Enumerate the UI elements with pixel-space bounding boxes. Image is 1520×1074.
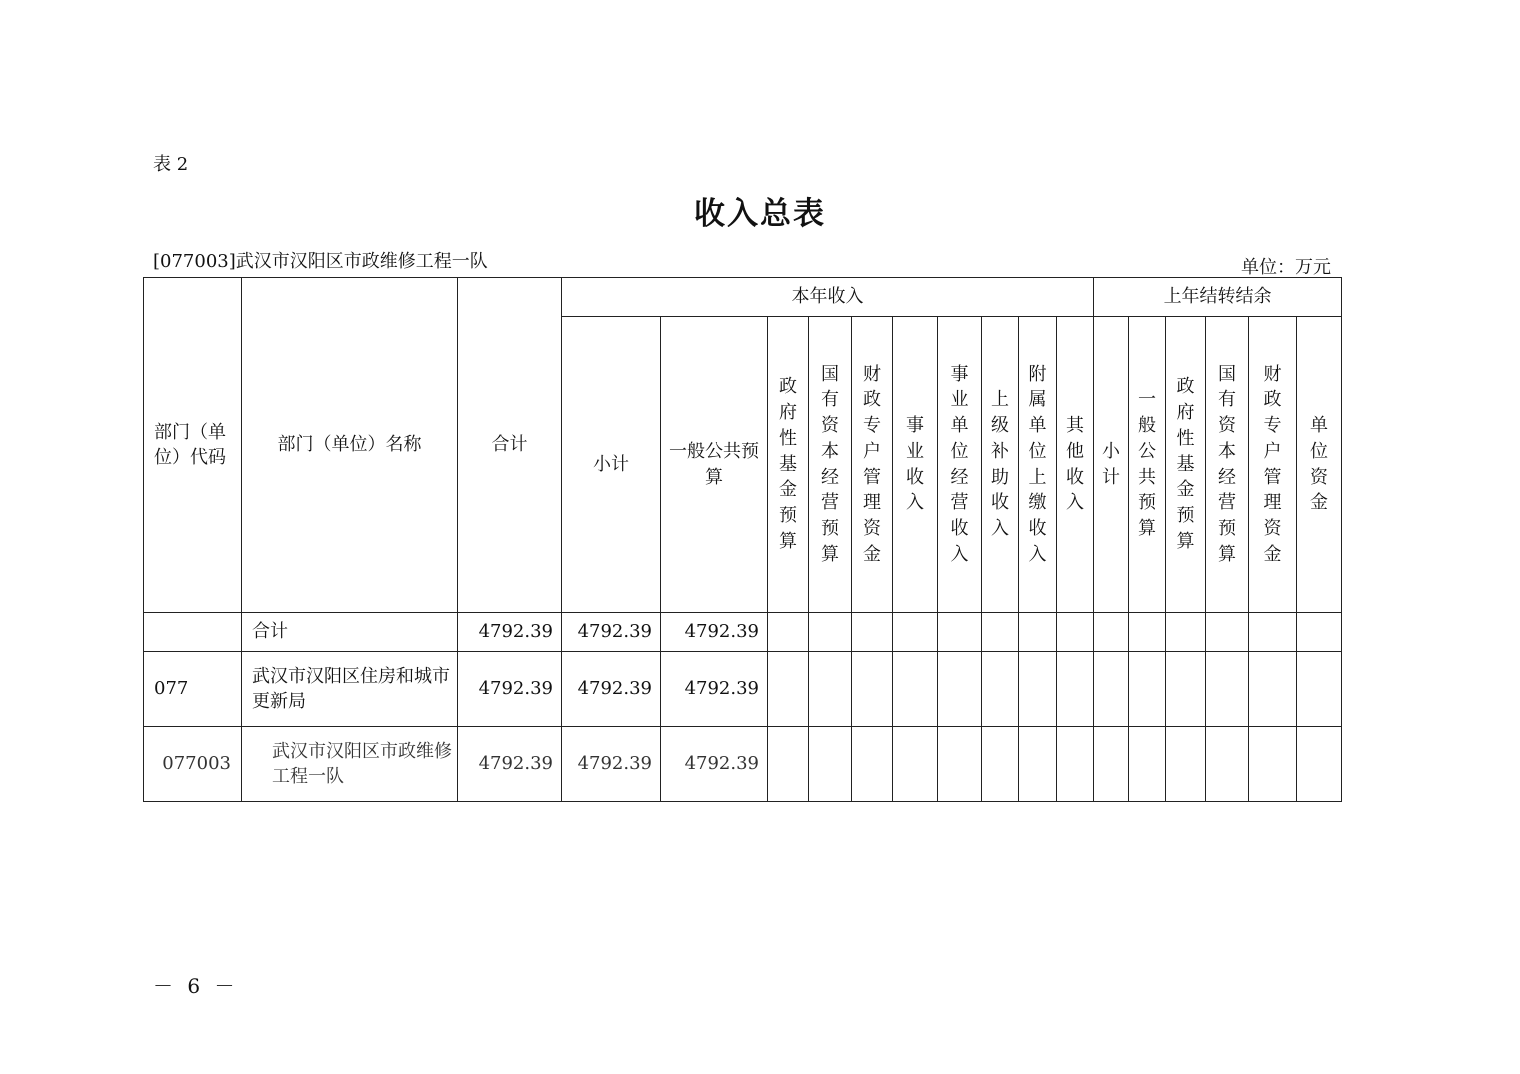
cell-code [144, 613, 242, 652]
cell-total: 4792.39 [458, 652, 562, 727]
cell-name: 合计 [242, 613, 458, 652]
cell-empty [1019, 652, 1057, 727]
cell-empty [1249, 652, 1297, 727]
cell-empty [938, 613, 982, 652]
cell-empty [938, 727, 982, 802]
header-prev-state-capital-label: 国有资本经营预算 [1218, 363, 1237, 565]
cell-general-budget: 4792.39 [661, 613, 768, 652]
cell-empty [1206, 613, 1249, 652]
header-current-subtotal: 小计 [562, 317, 661, 613]
cell-general-budget: 4792.39 [661, 727, 768, 802]
cell-empty [893, 727, 938, 802]
cell-empty [809, 727, 852, 802]
cell-empty [1129, 613, 1166, 652]
cell-empty [1166, 652, 1206, 727]
header-current-business-operating [938, 317, 982, 613]
header-current-special-account [852, 317, 893, 613]
header-prev-state-capital [1206, 317, 1249, 613]
header-current-year-income: 本年收入 [562, 278, 1094, 317]
cell-empty [1206, 727, 1249, 802]
cell-empty [982, 727, 1019, 802]
cell-empty [768, 652, 809, 727]
cell-empty [1057, 727, 1094, 802]
cell-empty [1094, 727, 1129, 802]
cell-empty [1297, 652, 1342, 727]
header-group-row [144, 278, 1342, 317]
table-row-department [144, 652, 1342, 727]
income-summary-table [143, 277, 1342, 802]
cell-total: 4792.39 [458, 727, 562, 802]
header-total: 合计 [458, 278, 562, 613]
header-current-other-income [1057, 317, 1094, 613]
cell-total: 4792.39 [458, 613, 562, 652]
header-current-business-operating-label: 事业单位经营收入 [950, 363, 969, 565]
header-current-gov-fund [768, 317, 809, 613]
table-number: 表 2 [153, 154, 189, 175]
cell-empty [1129, 727, 1166, 802]
cell-empty [1166, 727, 1206, 802]
header-prev-unit-funds [1297, 317, 1342, 613]
header-current-state-capital-label: 国有资本经营预算 [820, 363, 839, 565]
header-prev-subtotal [1094, 317, 1129, 613]
header-current-gov-fund-label: 政府性基金预算 [778, 376, 797, 552]
header-current-superior-subsidy-label: 上级补助收入 [990, 389, 1009, 539]
cell-empty [1057, 613, 1094, 652]
header-current-business-income [893, 317, 938, 613]
header-current-general-budget: 一般公共预算 [661, 317, 768, 613]
cell-empty [982, 652, 1019, 727]
cell-empty [809, 613, 852, 652]
cell-empty [1206, 652, 1249, 727]
header-dept-name: 部门（单位）名称 [242, 278, 458, 613]
cell-empty [852, 613, 893, 652]
cell-empty [1297, 727, 1342, 802]
cell-empty [1129, 652, 1166, 727]
header-current-other-income-label: 其他收入 [1066, 415, 1084, 514]
table-row-unit [144, 727, 1342, 802]
header-prev-gov-fund-label: 政府性基金预算 [1176, 376, 1195, 552]
header-current-subsidiary-remit-label: 附属单位上缴收入 [1028, 363, 1047, 565]
cell-empty [1249, 727, 1297, 802]
header-current-state-capital [809, 317, 852, 613]
cell-empty [1297, 613, 1342, 652]
cell-general-budget: 4792.39 [661, 652, 768, 727]
header-prev-general-budget-label: 一般公共预算 [1138, 389, 1157, 539]
page-title: 收入总表 [694, 196, 826, 232]
cell-subtotal: 4792.39 [562, 727, 661, 802]
header-current-special-account-label: 财政专户管理资金 [862, 363, 881, 565]
cell-empty [893, 652, 938, 727]
header-prev-special-account [1249, 317, 1297, 613]
header-current-subsidiary-remit [1019, 317, 1057, 613]
page-number: － 6 － [153, 974, 239, 998]
cell-empty [982, 613, 1019, 652]
cell-empty [938, 652, 982, 727]
header-prev-general-budget [1129, 317, 1166, 613]
cell-empty [768, 613, 809, 652]
cell-empty [809, 652, 852, 727]
cell-empty [852, 727, 893, 802]
header-previous-year-carryover: 上年结转结余 [1094, 278, 1342, 317]
cell-name: 武汉市汉阳区住房和城市更新局 [242, 652, 458, 727]
table-row-total [144, 613, 1342, 652]
cell-empty [1094, 613, 1129, 652]
cell-name: 武汉市汉阳区市政维修工程一队 [242, 727, 458, 802]
cell-empty [1094, 652, 1129, 727]
header-prev-subtotal-label: 小计 [1102, 440, 1121, 488]
header-dept-code: 部门（单位）代码 [144, 278, 242, 613]
header-prev-gov-fund [1166, 317, 1206, 613]
header-prev-special-account-label: 财政专户管理资金 [1263, 363, 1282, 565]
organization-label: [077003]武汉市汉阳区市政维修工程一队 [153, 251, 488, 272]
cell-subtotal: 4792.39 [562, 613, 661, 652]
cell-empty [1057, 652, 1094, 727]
header-current-business-income-label: 事业收入 [905, 415, 924, 514]
cell-subtotal: 4792.39 [562, 652, 661, 727]
cell-empty [768, 727, 809, 802]
header-current-superior-subsidy [982, 317, 1019, 613]
cell-empty [852, 652, 893, 727]
cell-empty [1166, 613, 1206, 652]
cell-empty [1249, 613, 1297, 652]
cell-empty [893, 613, 938, 652]
unit-label: 单位：万元 [1241, 257, 1331, 278]
cell-empty [1019, 613, 1057, 652]
header-prev-unit-funds-label: 单位资金 [1310, 415, 1329, 514]
cell-empty [1019, 727, 1057, 802]
cell-code: 077 [144, 652, 242, 727]
cell-code: 077003 [144, 727, 242, 802]
